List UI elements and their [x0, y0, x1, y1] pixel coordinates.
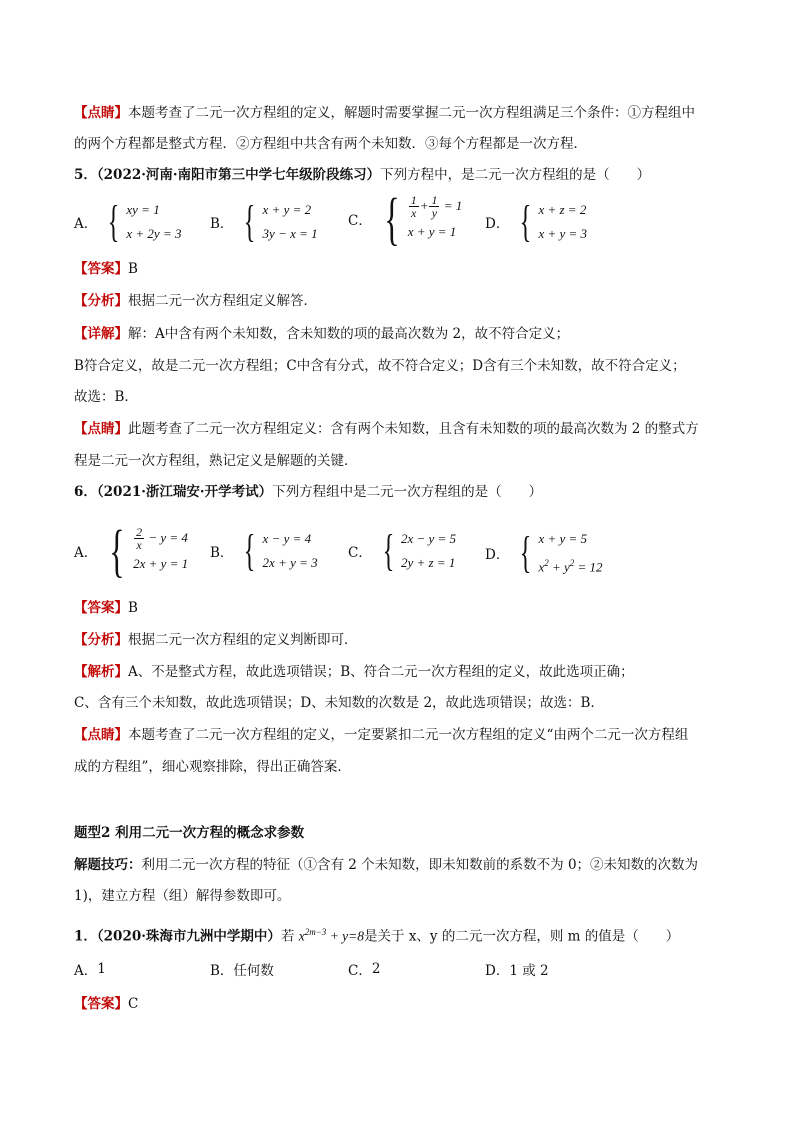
- q5-detail-line1: 【详解】解：A中含有两个未知数，含未知数的项的最高次数为 2，故不符合定义；: [74, 326, 570, 342]
- q5-option-d[interactable]: D． { x + z = 2 x + y = 3: [485, 197, 588, 246]
- q5-option-a[interactable]: A． { xy = 1 x + 2y = 3: [74, 197, 182, 246]
- q6-jiexi-line2: C、含有三个未知数，故此选项错误；D、未知数的次数是 2，故此选项错误；故选：B．: [74, 695, 604, 711]
- q5-stem: 5．（2022·河南·南阳市第三中学七年级阶段练习）下列方程中，是二元一次方程组的是（ ）: [74, 167, 651, 183]
- q6-note-line1: 【点睛】本题考查了二元一次方程组的定义，一定要紧扣二元一次方程组的定义“由两个二元一次方程组: [74, 727, 689, 743]
- q1-answer: 【答案】C: [74, 996, 139, 1012]
- q6-option-b[interactable]: B． { x − y = 4 2x + y = 3: [210, 526, 318, 575]
- q6-note-line2: 成的方程组”，细心观察排除，得出正确答案．: [74, 759, 351, 775]
- q5-option-b[interactable]: B． { x + y = 2 3y − x = 1: [210, 197, 318, 246]
- q6-analysis: 【分析】根据二元一次方程组的定义判断即可．: [74, 632, 358, 648]
- q5-note-line2: 程是二元一次方程组，熟记定义是解题的关键．: [74, 453, 358, 469]
- q6-stem: 6．（2021·浙江瑞安·开学考试）下列方程组中是二元一次方程组的是（ ）: [74, 484, 543, 500]
- q1-option-b[interactable]: B． 任何数: [210, 963, 274, 979]
- q1-stem: 1．（2020·珠海市九洲中学期中）若 $x^{2m-3} + y=8$是关于 x、y 的二元一次方程，则 m 的值是（ ）: [74, 927, 680, 945]
- q5-analysis: 【分析】根据二元一次方程组定义解答．: [74, 293, 317, 309]
- q1-option-c[interactable]: C． 2: [348, 961, 381, 979]
- q1-option-d[interactable]: D． 1 或 2: [485, 963, 549, 979]
- q6-jiexi-line1: 【解析】A、不是整式方程，故此选项错误；B、符合二元一次方程组的定义，故此选项正确；: [74, 664, 634, 680]
- q5-note-line1: 【点睛】此题考查了二元一次方程组定义：含有两个未知数，且含有未知数的项的最高次数为 2 的整式方: [74, 421, 699, 437]
- q5-answer: 【答案】B: [74, 261, 138, 277]
- type2-tip-line1: 解题技巧：利用二元一次方程的特征（①含有 2 个未知数，即未知数前的系数不为 0；②未知数的次数为: [74, 857, 699, 873]
- q5-option-c[interactable]: C． { $\frac{1}{x}$ + $\frac{1}{y}$ = 1 x + y = 1: [348, 186, 463, 251]
- q1-option-a[interactable]: A． 1: [74, 961, 106, 979]
- dianjing-tag: 【点睛】: [74, 105, 128, 121]
- top-note-line2: 的两个方程都是整式方程．②方程组中共含有两个未知数．③每个方程都是一次方程．: [74, 136, 587, 152]
- q6-answer: 【答案】B: [74, 600, 138, 616]
- q5-detail-line3: 故选：B．: [74, 389, 138, 405]
- type2-tip-line2: 1)，建立方程（组）解得参数即可。: [74, 888, 291, 904]
- q6-option-c[interactable]: C． { 2x − y = 5 2y + z = 1: [348, 526, 457, 575]
- q6-option-a[interactable]: A． { $\frac{2}{x}$ − y = 4 2x + y = 1: [74, 518, 189, 583]
- q6-option-d[interactable]: D． { x + y = 5 $x^2 + y^2 = 12$: [485, 528, 603, 578]
- type2-title: 题型2 利用二元一次方程的概念求参数: [74, 825, 305, 841]
- top-note-line1: 【点睛】本题考查了二元一次方程组的定义，解题时需要掌握二元一次方程组满足三个条件：①方程组中: [74, 105, 695, 121]
- q5-detail-line2: B符合定义，故是二元一次方程组；C中含有分式，故不符合定义；D含有三个未知数，故不符合定义；: [74, 358, 686, 374]
